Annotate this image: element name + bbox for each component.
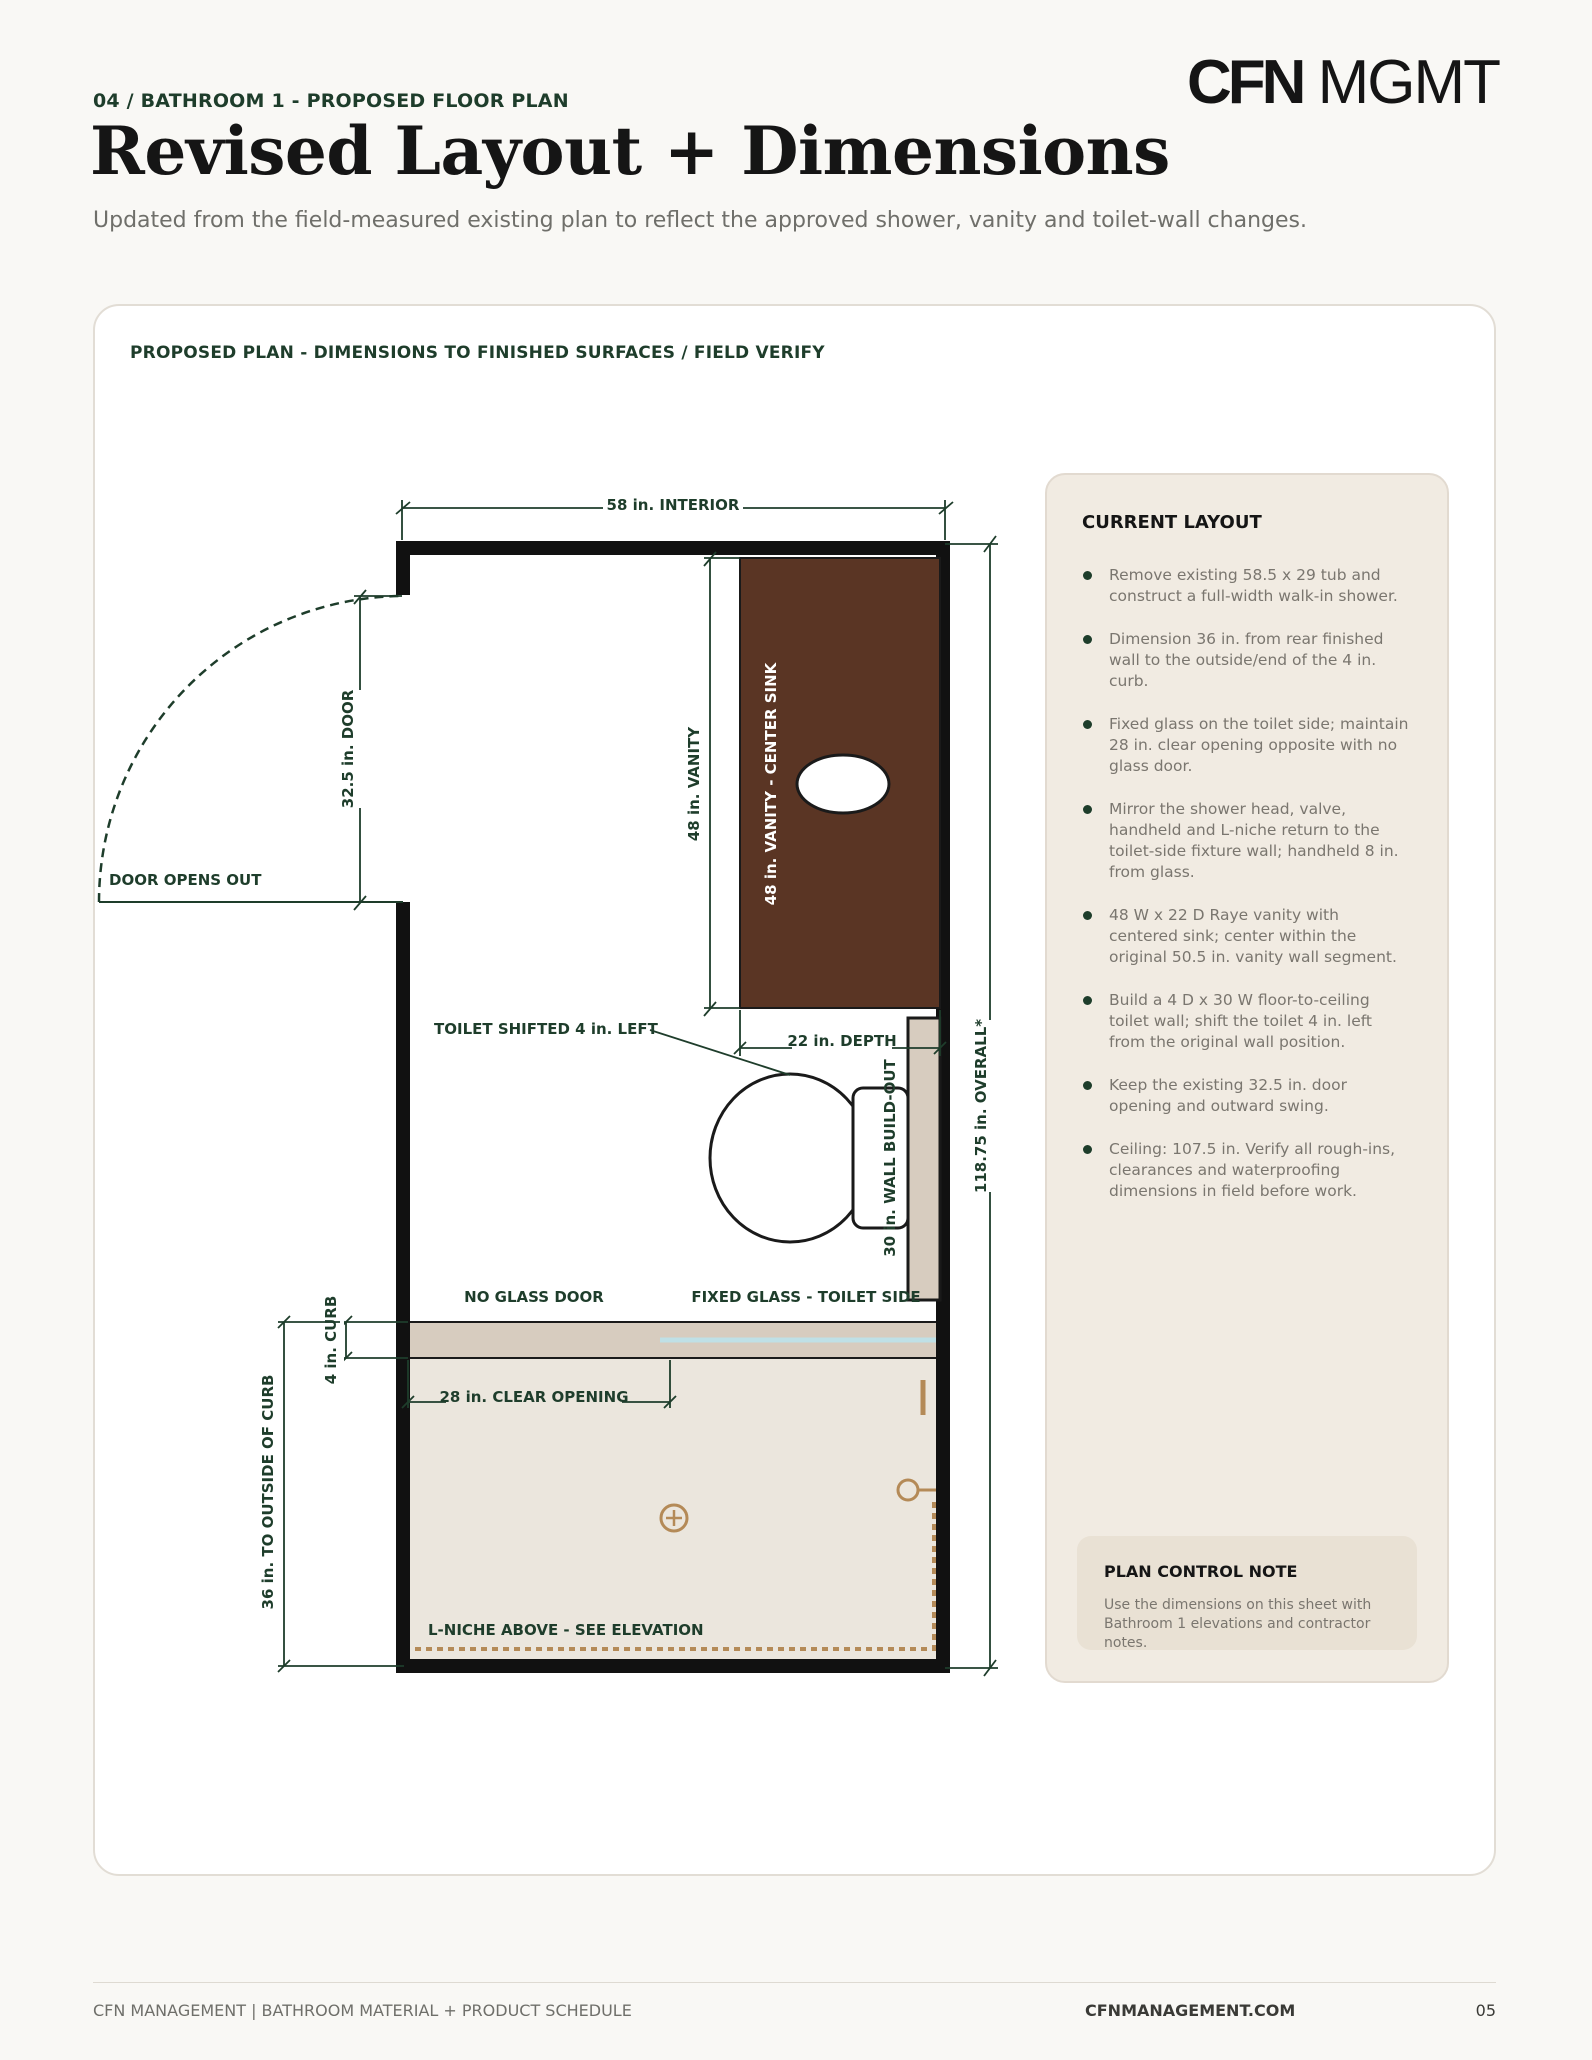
no-glass-door-label: NO GLASS DOOR: [464, 1288, 604, 1306]
dim-interior-width-label: 58 in. INTERIOR: [606, 496, 740, 514]
bullet-icon: [1083, 635, 1092, 644]
list-item: Mirror the shower head, valve, handheld and L-niche return to the toilet-side fixture wall; handheld 8 in. from glass.: [1082, 799, 1412, 883]
list-item: Build a 4 D x 30 W floor-to-ceiling toilet wall; shift the toilet 4 in. left from the original wall position.: [1082, 990, 1412, 1053]
list-item: Fixed glass on the toilet side; maintain 28 in. clear opening opposite with no glass door.: [1082, 714, 1412, 777]
page-number: 05: [1475, 2001, 1496, 2020]
toilet-shift-note: TOILET SHIFTED 4 in. LEFT: [434, 1020, 658, 1038]
footer-website-link[interactable]: CFNMANAGEMENT.COM: [1085, 2001, 1296, 2020]
layout-notes-heading: CURRENT LAYOUT: [1082, 512, 1262, 533]
list-item: Dimension 36 in. from rear finished wall to the outside/end of the 4 in. curb.: [1082, 629, 1412, 692]
dim-vanity-length: [704, 552, 740, 1016]
door-swing-label: DOOR OPENS OUT: [109, 871, 262, 889]
bullet-icon: [1083, 911, 1092, 920]
list-item: Keep the existing 32.5 in. door opening and outward swing.: [1082, 1075, 1412, 1117]
plan-control-text: Use the dimensions on this sheet with Bathroom 1 elevations and contractor notes.: [1104, 1597, 1372, 1651]
footer-company: CFN MANAGEMENT | BATHROOM MATERIAL + PRODUCT SCHEDULE: [93, 2001, 632, 2020]
dim-curb-label: 4 in. CURB: [322, 1295, 340, 1385]
bullet-icon: [1083, 1145, 1092, 1154]
wall-buildout-label: 30 in. WALL BUILD-OUT: [881, 1059, 899, 1257]
dim-vanity-depth-label: 22 in. DEPTH: [787, 1032, 897, 1050]
list-item: 48 W x 22 D Raye vanity with centered sink; center within the original 50.5 in. vanity wall segment.: [1082, 905, 1412, 968]
page-subtitle: Updated from the field-measured existing plan to reflect the approved shower, vanity and toilet-wall changes.: [93, 208, 1307, 233]
vanity-label: 48 in. VANITY - CENTER SINK: [762, 662, 780, 906]
layout-notes-list: [1082, 565, 1412, 1224]
dim-vanity-length-label: 48 in. VANITY: [685, 726, 703, 842]
toilet-leader-line: [650, 1030, 790, 1075]
bullet-icon: [1083, 720, 1092, 729]
plan-control-heading: PLAN CONTROL NOTE: [1104, 1562, 1298, 1581]
bullet-icon: [1083, 1081, 1092, 1090]
toilet-bowl: [710, 1074, 870, 1242]
panel-label: PROPOSED PLAN - DIMENSIONS TO FINISHED SURFACES / FIELD VERIFY: [130, 343, 825, 363]
toilet-wall-buildout: [908, 1018, 940, 1300]
dim-to-curb-label: 36 in. TO OUTSIDE OF CURB: [259, 1374, 277, 1610]
niche-label: L-NICHE ABOVE - SEE ELEVATION: [428, 1621, 704, 1639]
bullet-icon: [1083, 571, 1092, 580]
section-eyebrow: 04 / BATHROOM 1 - PROPOSED FLOOR PLAN: [93, 90, 569, 112]
footer-divider: [93, 1982, 1496, 1983]
bullet-icon: [1083, 805, 1092, 814]
dim-clear-opening-label: 28 in. CLEAR OPENING: [439, 1388, 629, 1406]
bullet-icon: [1083, 996, 1092, 1005]
dim-overall-length-label: 118.75 in. OVERALL*: [972, 1018, 990, 1194]
page-title: Revised Layout + Dimensions: [90, 112, 1170, 190]
list-item: Ceiling: 107.5 in. Verify all rough-ins, clearances and waterproofing dimensions in field before work.: [1082, 1139, 1412, 1202]
company-logo: CFN MGMT: [1186, 48, 1499, 117]
fixed-glass-label: FIXED GLASS - TOILET SIDE: [691, 1288, 921, 1306]
dim-door-label: 32.5 in. DOOR: [339, 689, 357, 809]
list-item: Remove existing 58.5 x 29 tub and construct a full-width walk-in shower.: [1082, 565, 1412, 607]
sink-bowl: [797, 755, 889, 813]
